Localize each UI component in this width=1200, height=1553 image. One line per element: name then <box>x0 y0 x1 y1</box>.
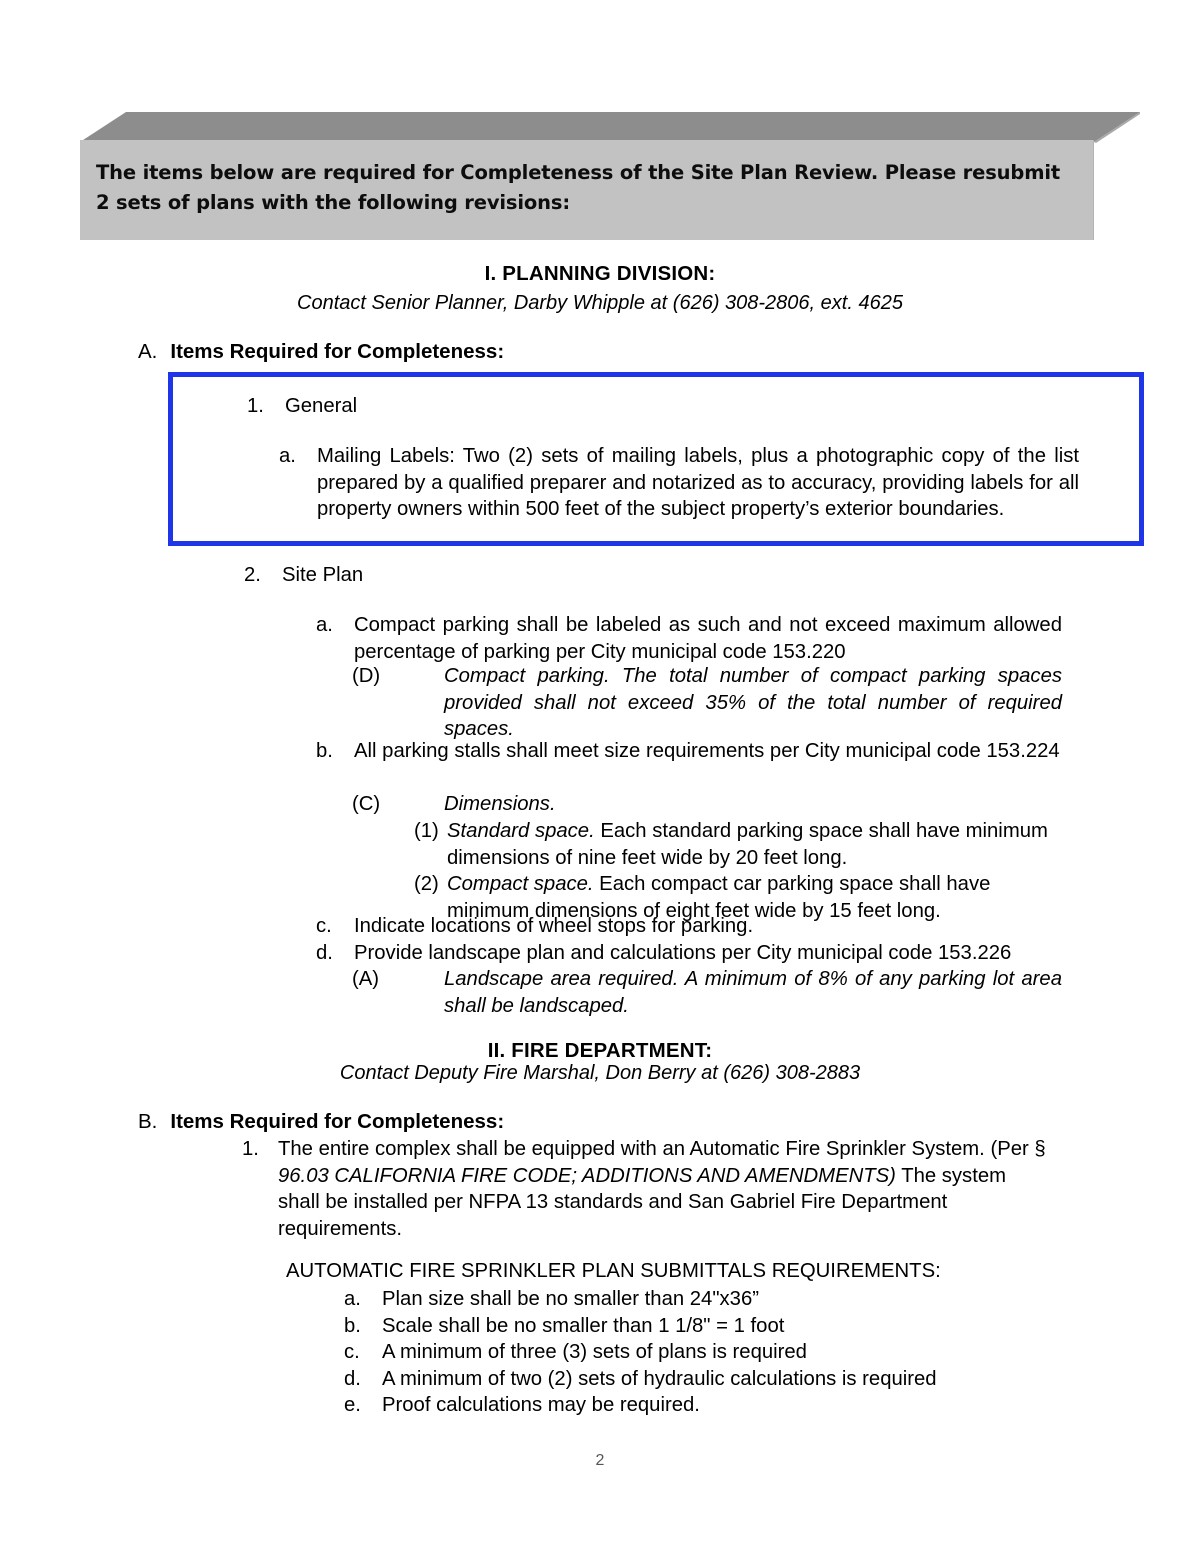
mailing-labels-marker: a. <box>279 445 296 467</box>
list-item <box>344 1313 1044 1340</box>
general-item-label: General <box>285 395 358 417</box>
submittal-text: Scale shall be no smaller than 1 1/8" = 1 foot <box>382 1314 785 1337</box>
highlighted-requirement-box <box>168 372 1144 546</box>
standard-space-marker: (1) <box>414 820 439 842</box>
mailing-labels-row <box>279 443 1079 523</box>
fire-department-contact: Contact Deputy Fire Marshal, Don Berry at (626) 308-2883 <box>339 1062 861 1084</box>
standard-space-row <box>414 818 1054 871</box>
wheel-stops-text: Indicate locations of wheel stops for parking. <box>354 915 754 937</box>
planning-division-contact: Contact Senior Planner, Darby Whipple at (626) 308-2806, ext. 4625 <box>297 292 903 314</box>
banner-3d-top-face <box>80 112 1140 142</box>
standard-space-term: Standard space. <box>447 820 595 842</box>
general-item <box>247 393 1087 420</box>
mailing-labels-item <box>279 443 1079 523</box>
page-number: 2 <box>595 1452 605 1469</box>
submittal-text: Plan size shall be no smaller than 24"x36” <box>382 1288 759 1310</box>
submittal-marker: a. <box>344 1288 361 1310</box>
list-item <box>344 1392 1044 1419</box>
compact-space-marker: (2) <box>414 873 439 895</box>
planning-division-heading: I. PLANNING DIVISION: <box>484 262 716 285</box>
parking-stalls-row <box>316 738 1062 765</box>
list-item <box>344 1286 1044 1313</box>
code-153224-c-marker: (C) <box>352 793 381 815</box>
submittal-marker: b. <box>344 1314 361 1337</box>
compact-parking-text: Compact parking shall be labeled as such and not exceed maximum allowed percentage of parking per City municipal code 153.220 <box>354 614 1062 663</box>
code-153224-c-row <box>352 791 1062 818</box>
mailing-labels-text: Mailing Labels: Two (2) sets of mailing labels, plus a photographic copy of the list prepared by a qualified preparer and notarized as to accuracy, providing labels for all property owners within 500 feet of the subject property’s exterior boundaries. <box>317 445 1079 520</box>
submittal-marker: e. <box>344 1394 361 1416</box>
sprinkler-system-marker: 1. <box>242 1138 259 1160</box>
landscape-plan-item <box>316 940 1062 967</box>
sprinkler-system-text-part2: The system shall be installed per NFPA 13 standards and San Gabriel Fire Department requirements. <box>278 1164 1007 1240</box>
section-b-heading <box>138 1110 504 1134</box>
submittal-text: A minimum of two (2) sets of hydraulic calculations is required <box>382 1367 937 1390</box>
landscape-plan-row <box>316 940 1062 967</box>
code-153220-d-row <box>352 663 1062 743</box>
code-153220-d <box>352 663 1062 743</box>
landscape-plan-text: Provide landscape plan and calculations per City municipal code 153.226 <box>354 942 1012 964</box>
sprinkler-system-item <box>242 1136 1052 1242</box>
site-plan-row <box>244 562 944 589</box>
landscape-plan-marker: d. <box>316 942 333 964</box>
compact-parking-row <box>316 612 1062 665</box>
wheel-stops-marker: c. <box>316 915 332 937</box>
section-a-label: Items Required for Completeness: <box>170 340 505 363</box>
parking-stalls-text: All parking stalls shall meet size requirements per City municipal code 153.224 <box>354 740 1060 762</box>
standard-space-text: Each standard parking space shall have minimum dimensions of nine feet wide by 20 feet long. <box>447 820 1048 869</box>
general-item-row <box>247 393 1087 420</box>
sprinkler-system-row <box>242 1136 1052 1242</box>
compact-parking-marker: a. <box>316 614 333 636</box>
submittal-text: A minimum of three (3) sets of plans is required <box>382 1341 807 1363</box>
list-item <box>344 1339 1044 1366</box>
code-153224-c-text: Dimensions. <box>444 793 556 815</box>
list-item <box>344 1366 1044 1393</box>
wheel-stops-item <box>316 913 1062 940</box>
compact-space-term: Compact space. <box>447 873 594 895</box>
parking-stalls-marker: b. <box>316 740 333 762</box>
wheel-stops-row <box>316 913 1062 940</box>
notice-banner <box>80 112 1140 240</box>
site-plan-item <box>244 562 944 589</box>
site-plan-marker: 2. <box>244 564 261 586</box>
submittal-marker: d. <box>344 1367 361 1390</box>
code-153220-d-text: Compact parking. The total number of compact parking spaces provided shall not exceed 35% of the total number of required spaces. <box>444 665 1062 740</box>
section-b-label: Items Required for Completeness: <box>170 1110 505 1133</box>
code-153220-d-marker: (D) <box>352 665 381 687</box>
code-153224-c <box>352 791 1062 818</box>
code-153226-a-row <box>352 966 1062 1019</box>
site-plan-label: Site Plan <box>282 564 364 586</box>
section-a-heading <box>138 340 504 364</box>
sprinkler-system-code-citation: 96.03 CALIFORNIA FIRE CODE; ADDITIONS AND AMENDMENTS) <box>278 1164 896 1187</box>
submittals-list <box>344 1286 1044 1419</box>
code-153226-a-marker: (A) <box>352 968 380 990</box>
sprinkler-system-text-part1: The entire complex shall be equipped with an Automatic Fire Sprinkler System. (Per § <box>278 1138 1046 1160</box>
standard-space-item <box>414 818 1054 871</box>
submittal-marker: c. <box>344 1341 360 1363</box>
fire-department-heading: II. FIRE DEPARTMENT: <box>487 1039 713 1062</box>
submittal-text: Proof calculations may be required. <box>382 1394 700 1416</box>
general-item-marker: 1. <box>247 395 264 417</box>
compact-parking-item <box>316 612 1062 665</box>
section-a-letter: A. <box>138 340 158 363</box>
compact-space-text: Each compact car parking space shall have minimum dimensions of eight feet wide by 15 feet long. <box>447 873 991 922</box>
code-153226-a-text: Landscape area required. A minimum of 8% of any parking lot area shall be landscaped. <box>444 968 1062 1017</box>
section-b-letter: B. <box>138 1110 158 1133</box>
banner-text: The items below are required for Completeness of the Site Plan Review. Please resubmit 2 sets of plans with the following revisions: <box>96 161 1061 214</box>
submittals-heading: AUTOMATIC FIRE SPRINKLER PLAN SUBMITTALS REQUIREMENTS: <box>286 1260 941 1282</box>
code-153226-a <box>352 966 1062 1019</box>
parking-stalls-item <box>316 738 1062 765</box>
